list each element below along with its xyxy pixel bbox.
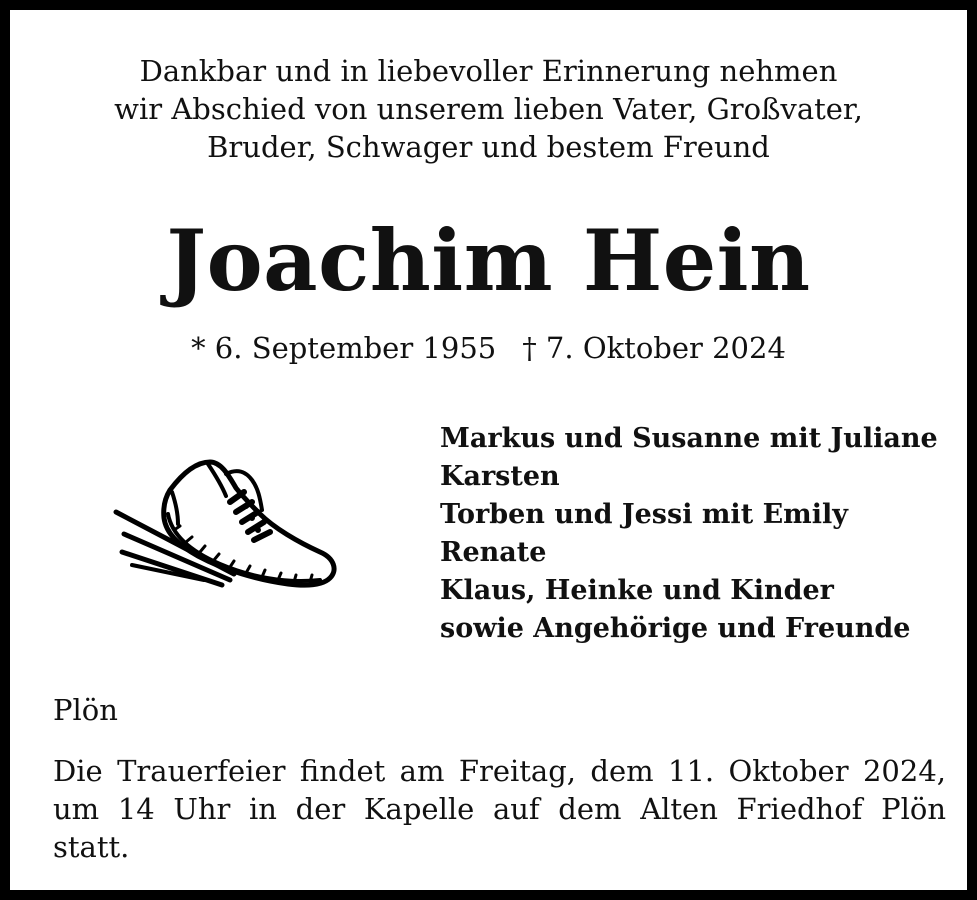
mourner-line: sowie Angehörige und Freunde: [440, 613, 911, 644]
mourner-line: Klaus, Heinke und Kinder: [440, 575, 834, 606]
mourners-list: [440, 420, 938, 648]
death-date: † 7. Oktober 2024: [522, 331, 786, 365]
ceremony-line: statt.: [53, 830, 130, 864]
intro-line: Dankbar und in liebevoller Erinnerung nehmen: [139, 54, 838, 88]
intro-line: wir Abschied von unserem lieben Vater, Großvater,: [114, 92, 863, 126]
mourner-line: Markus und Susanne mit Juliane: [440, 423, 938, 454]
running-shoe-icon: [112, 452, 344, 596]
ceremony-info: [53, 752, 946, 866]
mourner-line: Karsten: [440, 461, 560, 492]
place-name: Plön: [53, 693, 118, 727]
deceased-name: Joachim Hein: [166, 211, 811, 310]
birth-date: * 6. September 1955: [191, 331, 497, 365]
life-dates: [10, 328, 967, 368]
ceremony-line: Die Trauerfeier findet am Freitag, dem 11. Oktober 2024,: [53, 754, 946, 788]
ceremony-line: um 14 Uhr in der Kapelle auf dem Alten Friedhof Plön: [53, 792, 946, 826]
intro-text: [50, 52, 927, 166]
intro-line: Bruder, Schwager und bestem Freund: [207, 130, 770, 164]
mourner-line: Renate: [440, 537, 547, 568]
mourner-line: Torben und Jessi mit Emily: [440, 499, 848, 530]
